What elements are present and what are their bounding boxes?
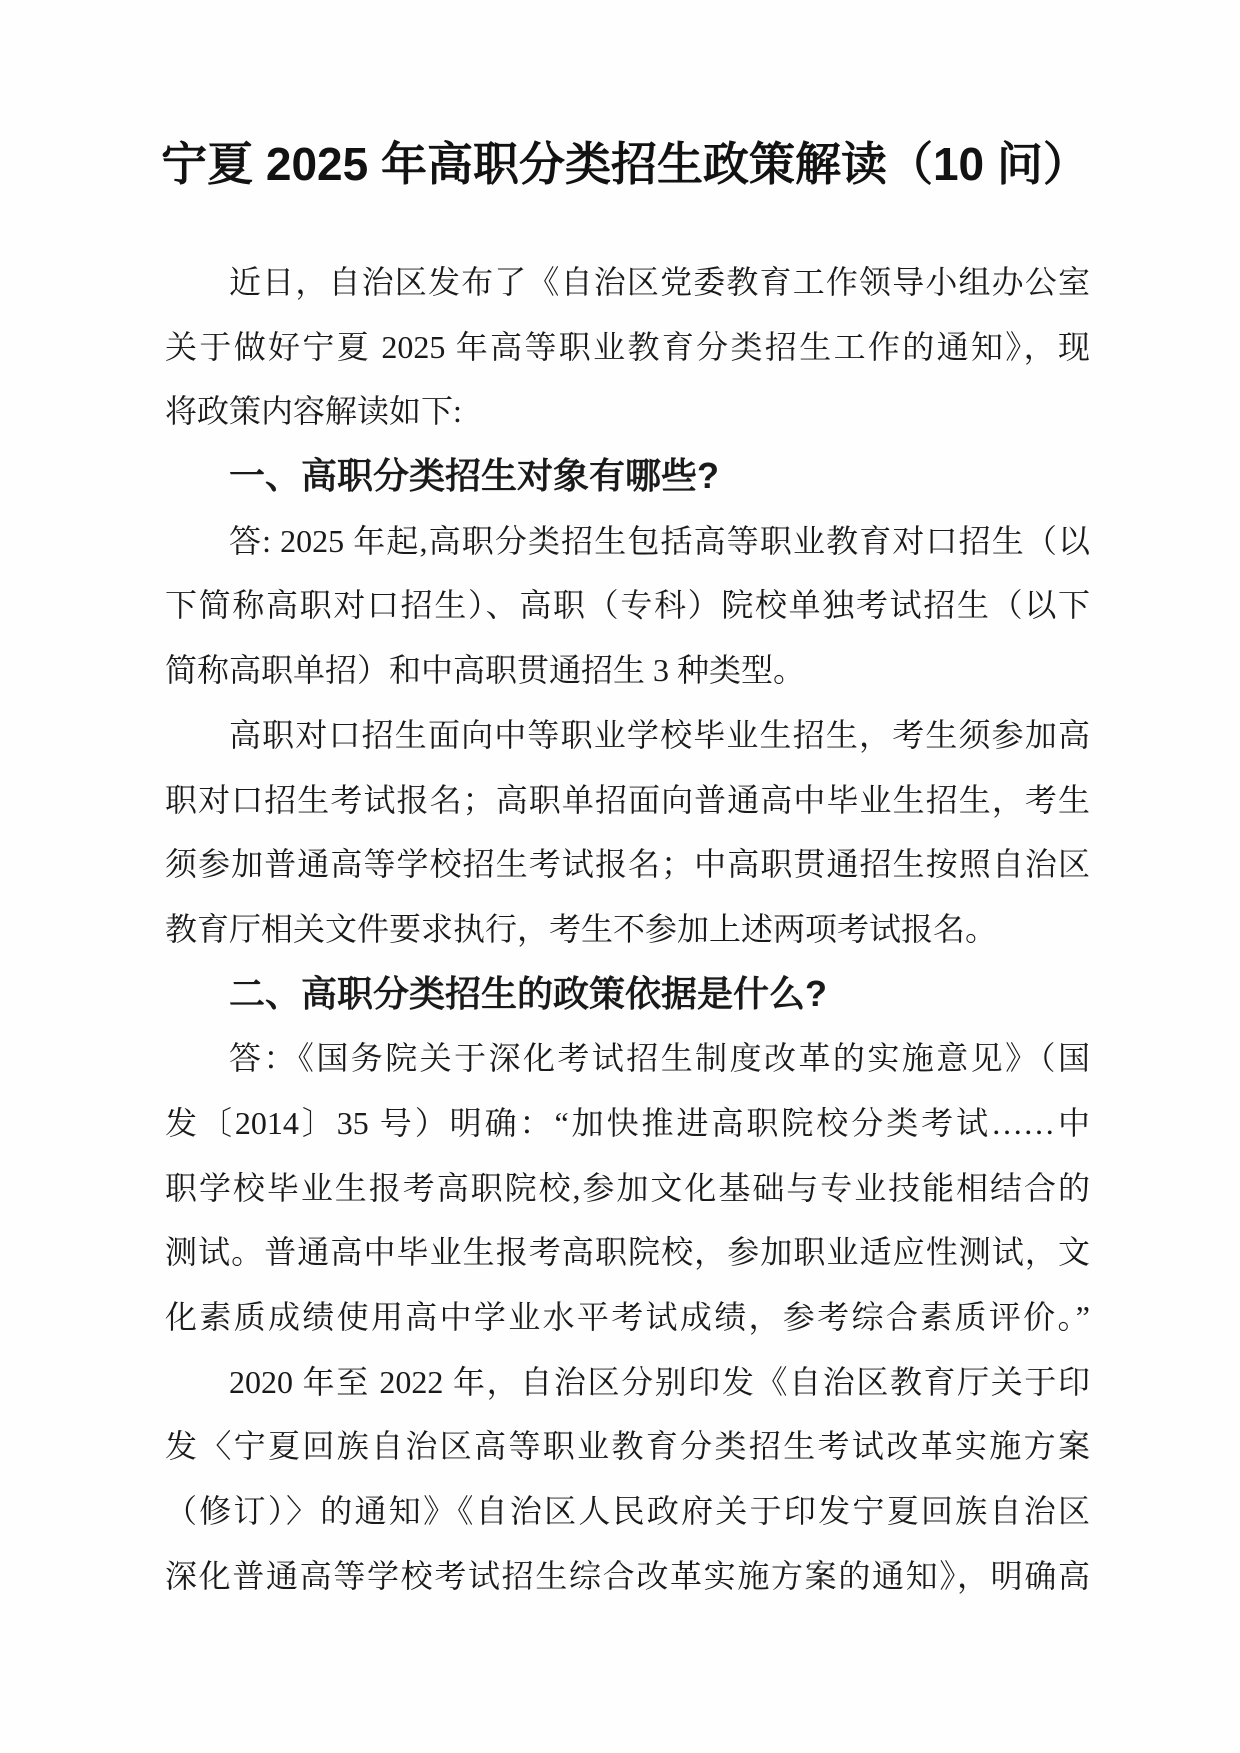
text-line: 化素质成绩使用高中学业水平考试成绩，参考综合素质评价。” [165, 1299, 1090, 1335]
text-line: 近日，自治区发布了《自治区党委教育工作领导小组办公室 [229, 264, 1090, 300]
text-line: 发〈宁夏回族自治区高等职业教育分类招生考试改革实施方案 [165, 1428, 1090, 1465]
text-line: 2020 年至 2022 年，自治区分别印发《自治区教育厅关于印 [229, 1363, 1090, 1400]
text-line: 下简称高职对口招生）、高职（专科）院校单独考试招生（以下 [165, 587, 1090, 624]
text-line: 高职对口招生面向中等职业学校毕业生招生，考生须参加高 [229, 716, 1090, 753]
document-title: 宁夏 2025 年高职分类招生政策解读（10 问） [161, 138, 1089, 190]
text-line: （修订）〉的通知》《自治区人民政府关于印发宁夏回族自治区 [165, 1493, 1090, 1530]
text-line: 发〔2014〕35 号）明确：“加快推进高职院校分类考试……中 [165, 1104, 1090, 1141]
text-line: 答: 2025 年起,高职分类招生包括高等职业教育对口招生（以 [229, 522, 1090, 559]
text-line: 须参加普通高等学校招生考试报名；中高职贯通招生按照自治区 [165, 846, 1090, 883]
text-line: 将政策内容解读如下: [165, 393, 462, 430]
text-line: 教育厅相关文件要求执行，考生不参加上述两项考试报名。 [165, 910, 998, 947]
text-line: 关于做好宁夏 2025 年高等职业教育分类招生工作的通知》，现 [165, 328, 1090, 365]
text-line: 简称高职单招）和中高职贯通招生 3 种类型。 [165, 652, 806, 689]
section-heading: 二、高职分类招生的政策依据是什么? [229, 972, 827, 1014]
text-line: 测试。普通高中毕业生报考高职院校，参加职业适应性测试，文 [165, 1234, 1090, 1271]
section-heading: 一、高职分类招生对象有哪些? [229, 455, 719, 497]
text-line: 答：《国务院关于深化考试招生制度改革的实施意见》（国 [229, 1040, 1090, 1077]
document-body [165, 250, 1090, 1608]
text-line: 深化普通高等学校考试招生综合改革实施方案的通知》，明确高 [165, 1557, 1090, 1594]
text-line: 职学校毕业生报考高职院校,参加文化基础与专业技能相结合的 [165, 1169, 1090, 1206]
text-line: 职对口招生考试报名；高职单招面向普通高中毕业生招生，考生 [165, 781, 1090, 818]
